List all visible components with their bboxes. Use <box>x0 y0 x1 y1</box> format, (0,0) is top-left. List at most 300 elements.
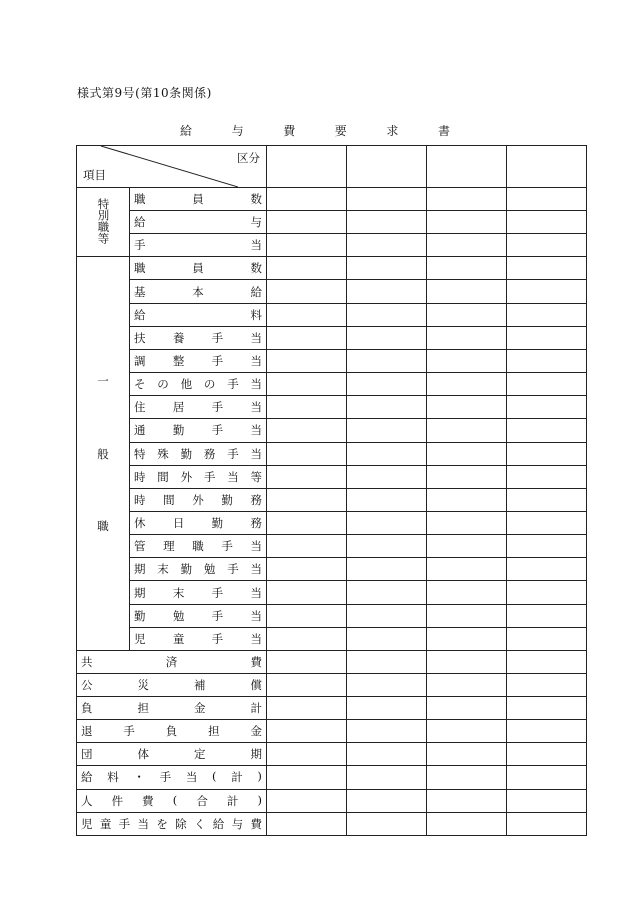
general-row <box>77 604 587 627</box>
label-char: 手 <box>227 446 239 461</box>
label-char: の <box>203 377 216 392</box>
label-char: 勉 <box>203 562 216 577</box>
value-cell[interactable] <box>507 558 587 581</box>
label-char: 費 <box>250 655 262 670</box>
label-char: 理 <box>163 539 175 554</box>
value-cell[interactable] <box>427 146 507 188</box>
label-char: 勤 <box>172 423 185 438</box>
value-cell[interactable] <box>347 373 427 396</box>
header-row <box>77 146 587 188</box>
value-cell[interactable] <box>267 581 347 604</box>
special-row <box>77 188 587 211</box>
value-cell[interactable] <box>427 349 507 372</box>
label-char: 通 <box>134 423 146 438</box>
label-char: 期 <box>134 562 146 577</box>
label-char: 手 <box>211 585 224 600</box>
value-cell[interactable] <box>507 373 587 396</box>
label-char: 児 <box>134 631 146 646</box>
value-cell[interactable] <box>507 326 587 349</box>
total-text <box>81 677 262 693</box>
category-char: 一 <box>97 374 109 389</box>
label-char: 時 <box>134 492 146 507</box>
value-cell[interactable] <box>507 465 587 488</box>
total-row <box>77 766 587 789</box>
label-char: 務 <box>250 516 262 531</box>
value-cell[interactable] <box>267 326 347 349</box>
value-cell[interactable] <box>427 558 507 581</box>
value-cell[interactable] <box>507 488 587 511</box>
label-char: 災 <box>137 678 149 693</box>
label-char: 養 <box>172 330 185 345</box>
item-label <box>130 512 267 535</box>
item-text <box>134 631 262 647</box>
value-cell[interactable] <box>507 512 587 535</box>
label-char: 当 <box>250 585 262 600</box>
value-cell[interactable] <box>267 146 347 188</box>
value-cell[interactable] <box>347 146 427 188</box>
total-text <box>81 723 262 739</box>
label-char: 当 <box>250 446 262 461</box>
value-cell[interactable] <box>507 812 587 835</box>
label-char: 手 <box>211 400 224 415</box>
item-text <box>134 214 262 230</box>
label-char: 童 <box>172 631 185 646</box>
label-char: 費 <box>142 793 154 808</box>
label-char: 職 <box>192 539 204 554</box>
total-label <box>77 789 267 812</box>
value-cell[interactable] <box>427 812 507 835</box>
value-cell[interactable] <box>347 743 427 766</box>
general-row <box>77 488 587 511</box>
value-cell[interactable] <box>267 280 347 303</box>
value-cell[interactable] <box>507 720 587 743</box>
value-cell[interactable] <box>507 604 587 627</box>
value-cell[interactable] <box>347 650 427 673</box>
value-cell[interactable] <box>267 766 347 789</box>
label-char: 基 <box>134 284 146 299</box>
label-char: 手 <box>211 423 224 438</box>
general-row <box>77 303 587 326</box>
item-text <box>134 237 262 253</box>
value-cell[interactable] <box>427 604 507 627</box>
value-cell[interactable] <box>427 257 507 280</box>
label-char: 人 <box>81 793 93 808</box>
item-label <box>130 604 267 627</box>
value-cell[interactable] <box>347 558 427 581</box>
label-char: 手 <box>211 631 224 646</box>
label-char: 当 <box>250 608 262 623</box>
item-text <box>134 399 262 415</box>
label-char: 員 <box>192 192 204 207</box>
label-char: 公 <box>81 678 93 693</box>
label-char: 当 <box>250 238 262 253</box>
general-row <box>77 419 587 442</box>
label-char: 担 <box>137 701 149 716</box>
item-label <box>130 558 267 581</box>
total-text <box>81 746 262 762</box>
value-cell[interactable] <box>347 535 427 558</box>
title-char: 与 <box>231 124 244 138</box>
label-char: 料 <box>250 307 262 322</box>
title-char: 要 <box>334 124 347 138</box>
label-char: の <box>157 377 169 392</box>
label-char: 手 <box>211 608 224 623</box>
label-char: 当 <box>185 770 198 785</box>
general-row <box>77 373 587 396</box>
label-char: 負 <box>81 701 93 716</box>
label-char: 務 <box>203 446 216 461</box>
label-char: 員 <box>192 261 204 276</box>
value-cell[interactable] <box>507 234 587 257</box>
label-char: 当 <box>250 400 262 415</box>
category-general-label <box>77 257 129 650</box>
value-cell[interactable] <box>427 488 507 511</box>
label-char: 手 <box>159 770 172 785</box>
item-text <box>134 330 262 346</box>
value-cell[interactable] <box>427 188 507 211</box>
value-cell[interactable] <box>427 234 507 257</box>
value-cell[interactable] <box>427 373 507 396</box>
total-label <box>77 743 267 766</box>
value-cell[interactable] <box>347 812 427 835</box>
value-cell[interactable] <box>347 627 427 650</box>
total-label <box>77 812 267 835</box>
label-char: 特 <box>134 446 146 461</box>
value-cell[interactable] <box>267 257 347 280</box>
value-cell[interactable] <box>267 720 347 743</box>
value-cell[interactable] <box>267 697 347 720</box>
item-label <box>130 280 267 303</box>
label-char: 勤 <box>221 492 233 507</box>
value-cell[interactable] <box>507 303 587 326</box>
label-char: 給 <box>212 816 225 831</box>
value-cell[interactable] <box>507 280 587 303</box>
label-char: 補 <box>194 678 206 693</box>
item-text <box>134 561 262 577</box>
value-cell[interactable] <box>347 604 427 627</box>
value-cell[interactable] <box>347 488 427 511</box>
item-label <box>130 349 267 372</box>
value-cell[interactable] <box>347 234 427 257</box>
value-cell[interactable] <box>267 465 347 488</box>
item-label <box>130 627 267 650</box>
value-cell[interactable] <box>267 419 347 442</box>
value-cell[interactable] <box>507 581 587 604</box>
label-char: 金 <box>194 701 206 716</box>
value-cell[interactable] <box>347 396 427 419</box>
label-char: 勤 <box>134 608 146 623</box>
value-cell[interactable] <box>507 697 587 720</box>
header-koumoku: 項目 <box>83 168 106 182</box>
label-char: 当 <box>250 423 262 438</box>
label-char: 済 <box>165 655 178 670</box>
label-char: 勉 <box>172 608 185 623</box>
general-row <box>77 465 587 488</box>
value-cell[interactable] <box>427 650 507 673</box>
total-label <box>77 650 267 673</box>
label-char: ) <box>257 792 262 807</box>
item-text <box>134 260 262 276</box>
total-row <box>77 743 587 766</box>
value-cell[interactable] <box>267 488 347 511</box>
value-cell[interactable] <box>507 442 587 465</box>
label-char: 手 <box>211 353 224 368</box>
value-cell[interactable] <box>347 465 427 488</box>
category-special-label: 特別職等 <box>96 197 111 244</box>
general-row <box>77 581 587 604</box>
value-cell[interactable] <box>427 766 507 789</box>
label-char: 間 <box>163 492 175 507</box>
header-diagonal-cell <box>77 146 267 188</box>
label-char: 当 <box>250 330 262 345</box>
value-cell[interactable] <box>507 349 587 372</box>
label-char: 手 <box>227 377 239 392</box>
label-char: 住 <box>134 400 146 415</box>
item-label <box>130 535 267 558</box>
total-text <box>81 769 262 785</box>
value-cell[interactable] <box>507 674 587 697</box>
value-cell[interactable] <box>427 303 507 326</box>
label-char: 末 <box>172 585 185 600</box>
value-cell[interactable] <box>267 396 347 419</box>
value-cell[interactable] <box>267 349 347 372</box>
label-char: 調 <box>134 353 146 368</box>
label-char: 計 <box>231 770 243 785</box>
value-cell[interactable] <box>347 257 427 280</box>
label-char: 当 <box>137 816 149 831</box>
label-char: 殊 <box>157 446 169 461</box>
general-row <box>77 535 587 558</box>
value-cell[interactable] <box>347 442 427 465</box>
label-char: 体 <box>137 747 149 762</box>
value-cell[interactable] <box>267 211 347 234</box>
label-char: 与 <box>250 215 262 230</box>
general-row <box>77 396 587 419</box>
value-cell[interactable] <box>427 512 507 535</box>
value-cell[interactable] <box>267 188 347 211</box>
label-char: 手 <box>203 469 216 484</box>
value-cell[interactable] <box>427 674 507 697</box>
value-cell[interactable] <box>267 512 347 535</box>
value-cell[interactable] <box>427 442 507 465</box>
value-cell[interactable] <box>427 627 507 650</box>
value-cell[interactable] <box>427 581 507 604</box>
form-number: 様式第9号(第10条関係) <box>77 86 212 100</box>
label-char: 手 <box>123 724 135 739</box>
label-char: 当 <box>250 539 262 554</box>
value-cell[interactable] <box>347 789 427 812</box>
form-title <box>180 122 450 139</box>
label-char: 期 <box>134 585 146 600</box>
label-char: 間 <box>157 469 169 484</box>
total-text <box>81 793 262 809</box>
category-char: 職 <box>97 518 109 533</box>
value-cell[interactable] <box>267 303 347 326</box>
total-row <box>77 674 587 697</box>
value-cell[interactable] <box>347 280 427 303</box>
item-label <box>130 581 267 604</box>
label-char: ( <box>212 769 217 784</box>
value-cell[interactable] <box>507 188 587 211</box>
item-label <box>130 396 267 419</box>
label-char: 他 <box>180 377 193 392</box>
label-char: 当 <box>250 377 262 392</box>
general-row <box>77 257 587 280</box>
value-cell[interactable] <box>347 326 427 349</box>
label-char: 当 <box>250 353 262 368</box>
total-text <box>81 700 262 716</box>
value-cell[interactable] <box>347 766 427 789</box>
label-char: 手 <box>227 562 239 577</box>
label-char: 外 <box>192 492 204 507</box>
value-cell[interactable] <box>267 373 347 396</box>
label-char: 当 <box>250 631 262 646</box>
value-cell[interactable] <box>507 650 587 673</box>
title-char: 費 <box>283 124 296 138</box>
total-label <box>77 697 267 720</box>
value-cell[interactable] <box>347 211 427 234</box>
value-cell[interactable] <box>427 211 507 234</box>
label-char: 手 <box>221 539 233 554</box>
value-cell[interactable] <box>267 627 347 650</box>
value-cell[interactable] <box>347 581 427 604</box>
label-char: 費 <box>250 816 262 831</box>
item-text <box>134 446 262 462</box>
total-text <box>81 816 262 832</box>
value-cell[interactable] <box>347 188 427 211</box>
value-cell[interactable] <box>267 743 347 766</box>
title-char: 求 <box>386 124 399 138</box>
value-cell[interactable] <box>507 766 587 789</box>
total-row <box>77 812 587 835</box>
special-row <box>77 211 587 234</box>
total-label <box>77 720 267 743</box>
special-row <box>77 234 587 257</box>
value-cell[interactable] <box>347 349 427 372</box>
value-cell[interactable] <box>267 789 347 812</box>
total-row <box>77 789 587 812</box>
label-char: 償 <box>250 678 262 693</box>
value-cell[interactable] <box>267 558 347 581</box>
total-label <box>77 766 267 789</box>
item-label <box>130 211 267 234</box>
item-text <box>134 376 262 392</box>
item-text <box>134 538 262 554</box>
label-char: 給 <box>134 307 146 322</box>
item-label <box>130 326 267 349</box>
label-char: 金 <box>250 724 262 739</box>
item-text <box>134 515 262 531</box>
item-label <box>130 419 267 442</box>
value-cell[interactable] <box>427 280 507 303</box>
label-char: 時 <box>134 469 146 484</box>
value-cell[interactable] <box>507 743 587 766</box>
value-cell[interactable] <box>507 396 587 419</box>
value-cell[interactable] <box>427 789 507 812</box>
category-general <box>77 257 130 651</box>
label-char: 当 <box>250 562 262 577</box>
label-char: ) <box>257 769 262 784</box>
label-char: 手 <box>118 816 131 831</box>
label-char: 定 <box>194 747 206 762</box>
label-char: 数 <box>250 261 262 276</box>
item-label <box>130 234 267 257</box>
value-cell[interactable] <box>347 697 427 720</box>
item-label <box>130 465 267 488</box>
general-row <box>77 627 587 650</box>
label-char: 給 <box>134 215 146 230</box>
item-label <box>130 303 267 326</box>
label-char: 件 <box>111 793 124 808</box>
label-char: 数 <box>250 192 262 207</box>
item-label <box>130 188 267 211</box>
item-text <box>134 284 262 300</box>
value-cell[interactable] <box>267 234 347 257</box>
value-cell[interactable] <box>267 535 347 558</box>
value-cell[interactable] <box>347 720 427 743</box>
general-row <box>77 558 587 581</box>
label-char: 職 <box>134 261 146 276</box>
label-char: 扶 <box>134 330 146 345</box>
value-cell[interactable] <box>507 257 587 280</box>
general-row <box>77 442 587 465</box>
category-special <box>77 188 130 257</box>
value-cell[interactable] <box>267 650 347 673</box>
value-cell[interactable] <box>507 535 587 558</box>
value-cell[interactable] <box>267 604 347 627</box>
value-cell[interactable] <box>507 627 587 650</box>
value-cell[interactable] <box>427 743 507 766</box>
label-char: 計 <box>250 701 262 716</box>
value-cell[interactable] <box>347 674 427 697</box>
value-cell[interactable] <box>347 419 427 442</box>
item-text <box>134 585 262 601</box>
label-char: 給 <box>81 770 93 785</box>
label-char: 団 <box>81 747 93 762</box>
value-cell[interactable] <box>507 419 587 442</box>
item-text <box>134 191 262 207</box>
value-cell[interactable] <box>427 720 507 743</box>
category-char: 般 <box>97 446 109 461</box>
label-char: 本 <box>192 284 204 299</box>
title-char: 書 <box>437 124 450 138</box>
general-row <box>77 512 587 535</box>
value-cell[interactable] <box>267 812 347 835</box>
value-cell[interactable] <box>267 442 347 465</box>
value-cell[interactable] <box>347 512 427 535</box>
item-text <box>134 353 262 369</box>
label-char: 勤 <box>180 446 193 461</box>
value-cell[interactable] <box>427 419 507 442</box>
value-cell[interactable] <box>267 674 347 697</box>
value-cell[interactable] <box>507 211 587 234</box>
label-char: 期 <box>250 747 262 762</box>
label-char: 除 <box>175 816 187 831</box>
value-cell[interactable] <box>347 303 427 326</box>
value-cell[interactable] <box>427 697 507 720</box>
value-cell[interactable] <box>427 396 507 419</box>
item-text <box>134 492 262 508</box>
label-char: 日 <box>172 516 185 531</box>
label-char: 与 <box>231 816 244 831</box>
value-cell[interactable] <box>427 326 507 349</box>
value-cell[interactable] <box>507 789 587 812</box>
value-cell[interactable] <box>427 465 507 488</box>
value-cell[interactable] <box>507 146 587 188</box>
value-cell[interactable] <box>427 535 507 558</box>
label-char: 合 <box>196 793 208 808</box>
item-label <box>130 488 267 511</box>
